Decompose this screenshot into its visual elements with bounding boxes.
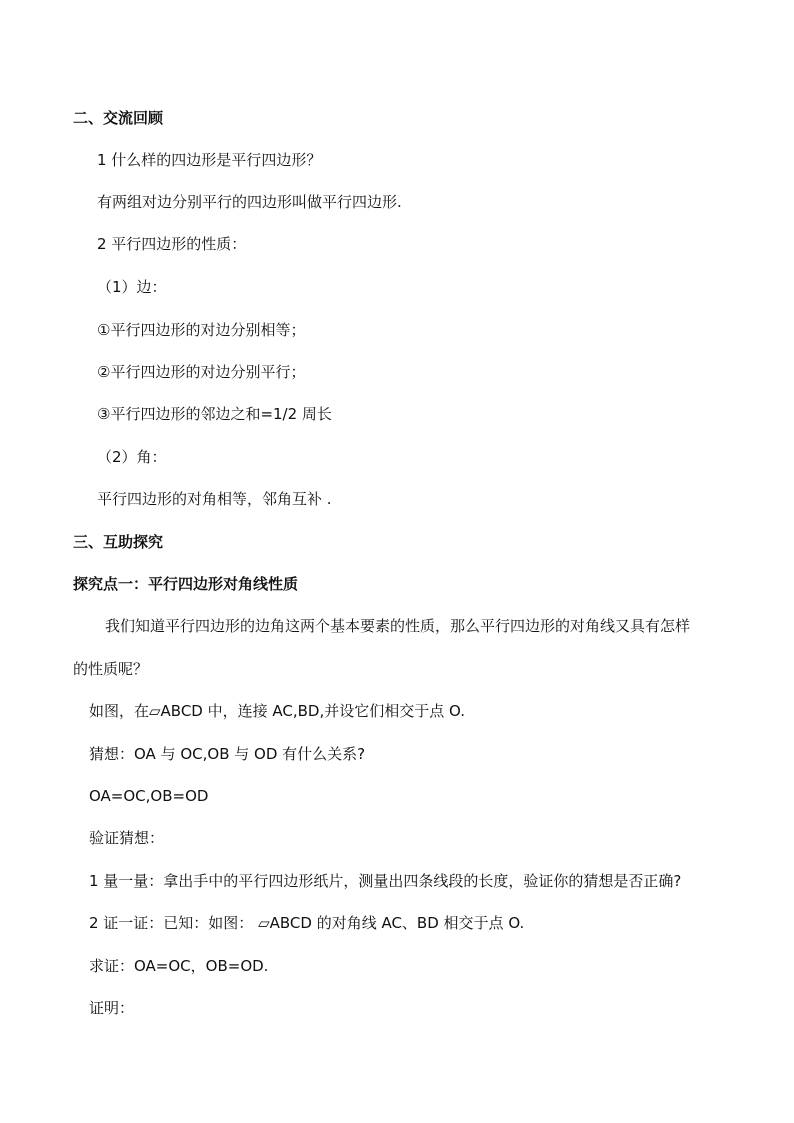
question-1: 1 什么样的四边形是平行四边形？ bbox=[97, 151, 322, 169]
side-heading: （1）边： bbox=[97, 278, 167, 296]
prove-goal: 求证：OA=OC，OB=OD. bbox=[89, 957, 269, 975]
answer-1: 有两组对边分别平行的四边形叫做平行四边形. bbox=[97, 193, 402, 211]
side-item-2: ②平行四边形的对边分别平行； bbox=[97, 363, 306, 381]
intro-line-2: 的性质呢？ bbox=[73, 660, 149, 678]
measure-text: 1 量一量：拿出手中的平行四边形纸片，测量出四条线段的长度，验证你的猜想是否正确? bbox=[89, 872, 682, 890]
angle-text: 平行四边形的对角相等，邻角互补 . bbox=[97, 490, 332, 508]
figure-text: 如图，在▱ABCD 中，连接 AC,BD,并设它们相交于点 O. bbox=[89, 702, 465, 720]
side-item-3: ③平行四边形的邻边之和=1/2 周长 bbox=[97, 405, 332, 423]
proof-label: 证明： bbox=[89, 999, 135, 1017]
angle-heading: （2）角： bbox=[97, 448, 167, 466]
guess-answer: OA=OC,OB=OD bbox=[89, 787, 209, 805]
side-item-1: ①平行四边形的对边分别相等； bbox=[97, 321, 306, 339]
verify-heading: 验证猜想： bbox=[89, 829, 165, 847]
prove-given: 2 证一证：已知：如图： ▱ABCD 的对角线 AC、BD 相交于点 O. bbox=[89, 914, 525, 932]
section3-heading: 三、互助探究 bbox=[73, 533, 164, 551]
point1-title: 探究点一：平行四边形对角线性质 bbox=[73, 575, 299, 593]
intro-line-1: 我们知道平行四边形的边角这两个基本要素的性质，那么平行四边形的对角线又具有怎样 bbox=[105, 617, 691, 635]
section2-heading: 二、交流回顾 bbox=[73, 109, 164, 127]
guess-text: 猜想：OA 与 OC,OB 与 OD 有什么关系? bbox=[89, 745, 366, 763]
question-2: 2 平行四边形的性质： bbox=[97, 235, 247, 253]
